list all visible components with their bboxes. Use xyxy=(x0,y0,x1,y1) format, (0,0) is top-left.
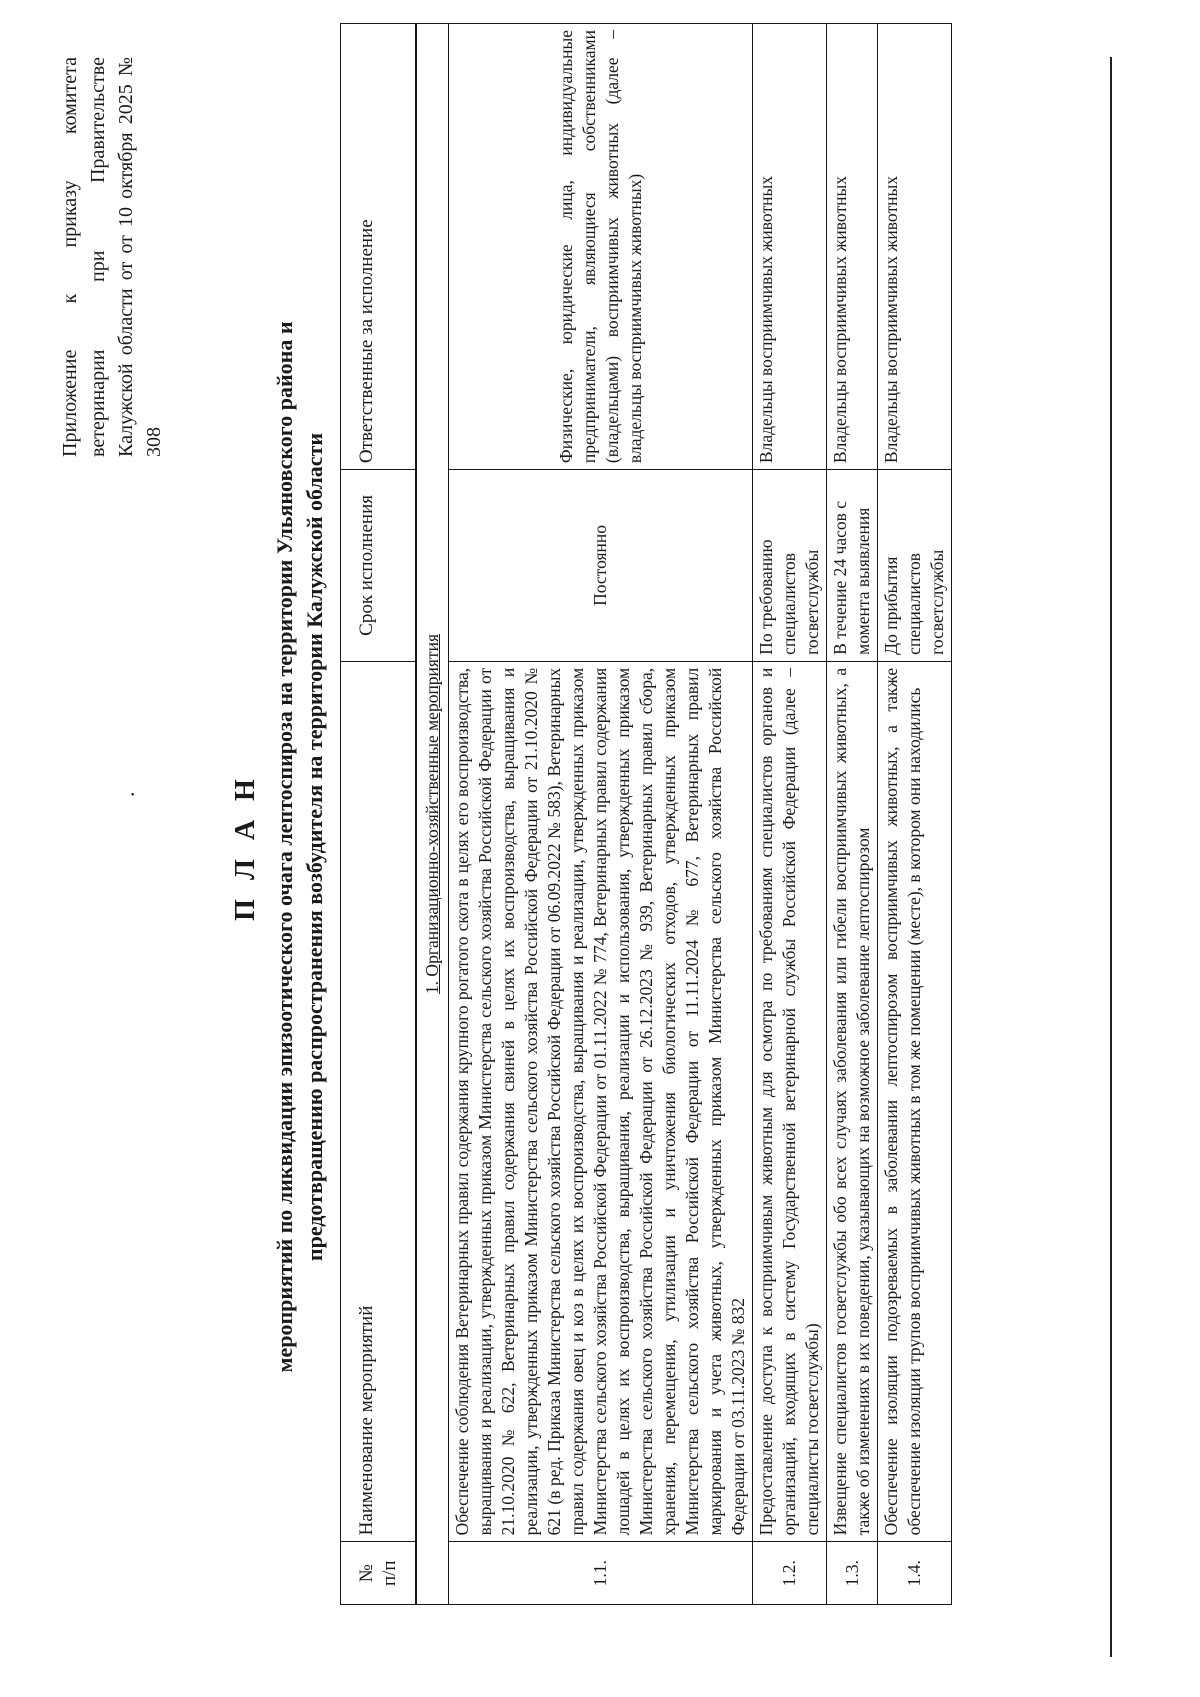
table-row xyxy=(753,24,827,1605)
row-name: Извещение специалистов госветслужбы обо всех случаях заболевания или гибели восприимчивых животных, а также об изменениях в их поведении, указывающих на возможное заболевание лептоспирозом xyxy=(827,661,878,1542)
header-num-line1: № xyxy=(356,1564,377,1583)
appendix-line: ветеринарии при Правительстве xyxy=(87,57,109,457)
row-term: В течение 24 часов с момента выявления xyxy=(827,470,878,662)
table-row xyxy=(878,24,952,1605)
table-row xyxy=(827,24,878,1605)
row-num: 1.3. xyxy=(827,1542,878,1605)
row-name: Обеспечение соблюдения Ветеринарных правил содержания крупного рогатого скота в целях его воспроизводства, выращивания и реализации, утвержденных приказом Министерства сельского хозяйства Российской Федерации от 21.10.2020 № 622, Ветеринарных правил содержания свиней в целях их воспроизводства, выращивания и реализации, утвержденных приказом Министерства сельского хозяйства Российской Федерации от 21.10.2020 № 621 (в ред. Приказа Министерства сельского хозяйства Российской Федерации от 06.09.2022 № 583), Ветеринарных правил содержания овец и коз в целях их воспроизводства, выращивания и реализации, утвержденных приказом Министерства сельского хозяйства Российской Федерации от 01.11.2022 № 774, Ветеринарных правил содержания лошадей в целях их воспроизводства, выращивания, реализации и использования, утвержденных приказом Министерства сельского хозяйства Российской Федерации от 26.12.2023 № 939, Ветеринарных правил сбора, хранения, перемещения, утилизации и уничтожения биологических отходов, утвержденных приказом Министерства сельского хозяйства Российской Федерации от 11.11.2024 № 677, Ветеринарных правил маркирования и учета животных, утвержденных приказом Министерства сельского хозяйства Российской Федерации от 03.11.2023 № 832 xyxy=(449,661,753,1542)
stray-mark: . xyxy=(114,791,139,797)
section-row xyxy=(416,24,449,1605)
appendix-note xyxy=(56,57,168,457)
plan-table xyxy=(340,23,952,1605)
row-resp: Владельцы восприимчивых животных xyxy=(827,24,878,470)
row-term: Постоянно xyxy=(449,470,753,662)
section-label: 1. Организационно-хозяйственные мероприятия xyxy=(422,633,442,995)
plan-heading: П Л А Н xyxy=(230,773,261,921)
header-term: Срок исполнения xyxy=(341,470,417,662)
table-header-row xyxy=(341,24,417,1605)
row-resp: Владельцы восприимчивых животных xyxy=(878,24,952,470)
row-resp: Физические, юридические лица, индивидуальные предприниматели, являющиеся собственниками (владельцами) восприимчивых животных (далее – владельцы восприимчивых животных) xyxy=(449,24,753,470)
row-resp: Владельцы восприимчивых животных xyxy=(753,24,827,470)
row-term: До прибытия специалистов госветслужбы xyxy=(878,470,952,662)
row-num: 1.2. xyxy=(753,1542,827,1605)
row-num: 1.1. xyxy=(449,1542,753,1605)
scan-edge-line xyxy=(1110,57,1112,1657)
title-line-1: мероприятий по ликвидации эпизоотического очага лептоспироза на территории Ульяновского района и xyxy=(272,321,297,1373)
header-name: Наименование мероприятий xyxy=(341,661,417,1542)
title-line-2: предотвращению распространения возбудителя на территории Калужской области xyxy=(302,432,327,1262)
header-num xyxy=(341,1542,417,1605)
row-term: По требованию специалистов госветслужбы xyxy=(753,470,827,662)
appendix-line: Приложение к приказу комитета xyxy=(59,57,81,457)
row-name: Предоставление доступа к восприимчивым животным для осмотра по требованиям специалистов органов и организаций, входящих в систему Государственной ветеринарной службы Российской Федерации (далее – специалисты госветслужбы) xyxy=(753,661,827,1542)
row-name: Обеспечение изоляции подозреваемых в заболевании лептоспирозом восприимчивых животных, а также обеспечение изоляции трупов восприимчивых животных в том же помещении (месте), в котором они находились xyxy=(878,661,952,1542)
table-row xyxy=(449,24,753,1605)
header-resp: Ответственные за исполнение xyxy=(341,24,417,470)
document-title xyxy=(230,197,330,1497)
row-num: 1.4. xyxy=(878,1542,952,1605)
section-title xyxy=(416,24,449,1605)
header-num-line2: п/п xyxy=(379,1560,400,1587)
appendix-line: Калужской области от от 10 октября 2025 № 308 xyxy=(115,57,165,457)
